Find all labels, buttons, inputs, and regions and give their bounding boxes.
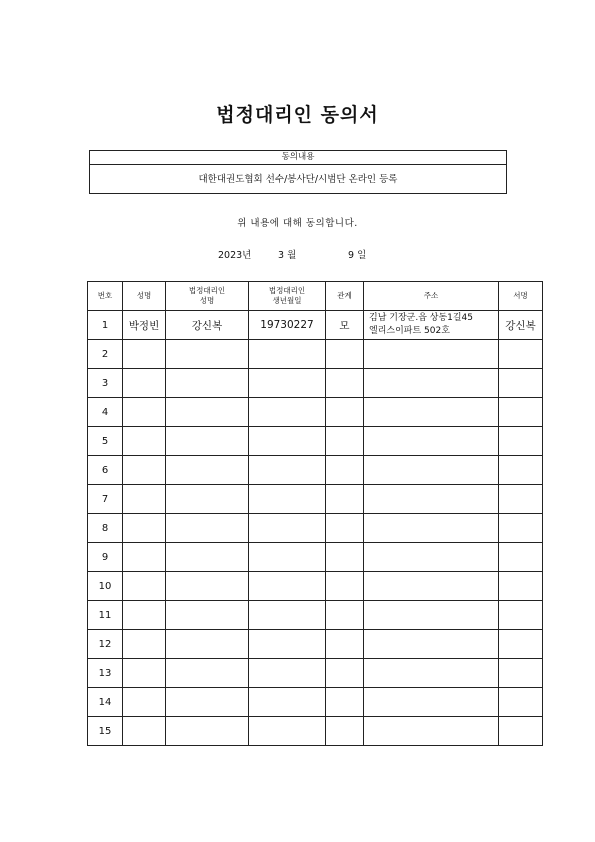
row-guardian-name (166, 427, 249, 456)
row-relation (326, 601, 364, 630)
row-relation (326, 340, 364, 369)
row-name (123, 688, 166, 717)
row-guardian-name (166, 514, 249, 543)
header-relation: 관계 (326, 282, 364, 311)
row-relation (326, 456, 364, 485)
consent-body: 대한대권도협회 선수/봉사단/시범단 온라인 등록 (198, 174, 398, 185)
row-name (123, 369, 166, 398)
header-address: 주소 (364, 282, 499, 311)
row-guardian-birth (249, 427, 326, 456)
row-name (123, 485, 166, 514)
row-number: 12 (88, 630, 123, 659)
row-signature (499, 340, 543, 369)
header-signature: 서명 (499, 282, 543, 311)
row-signature (499, 369, 543, 398)
row-address (364, 688, 499, 717)
row-relation (326, 717, 364, 746)
row-address (364, 311, 499, 340)
row-signature (499, 543, 543, 572)
row-number: 11 (88, 601, 123, 630)
table-row (88, 398, 543, 427)
row-address (364, 630, 499, 659)
row-relation (326, 572, 364, 601)
agree-statement: 위 내용에 대해 동의합니다. (237, 218, 358, 229)
row-guardian-birth (249, 630, 326, 659)
row-name (123, 630, 166, 659)
row-guardian-name (166, 717, 249, 746)
row-relation (326, 514, 364, 543)
row-address (364, 340, 499, 369)
row-address (364, 717, 499, 746)
row-guardian-birth (249, 717, 326, 746)
row-address (364, 514, 499, 543)
row-signature (499, 717, 543, 746)
row-address (364, 456, 499, 485)
row-guardian-name (166, 340, 249, 369)
row-guardian-birth (249, 340, 326, 369)
row-number: 7 (88, 485, 123, 514)
table-row (88, 659, 543, 688)
table-row (88, 572, 543, 601)
document-title: 법정대리인 동의서 (216, 104, 379, 126)
row-guardian-name (166, 572, 249, 601)
address-line-1: 김남 기장군.읍 상동1길45 (369, 313, 474, 323)
row-address (364, 572, 499, 601)
row-guardian-birth (249, 398, 326, 427)
row-name: 박정빈 (123, 311, 166, 340)
row-name (123, 659, 166, 688)
row-guardian-birth (249, 369, 326, 398)
row-name (123, 601, 166, 630)
row-number: 9 (88, 543, 123, 572)
row-signature (499, 572, 543, 601)
row-number: 1 (88, 311, 123, 340)
row-guardian-name (166, 630, 249, 659)
row-relation (326, 543, 364, 572)
row-guardian-name: 강신복 (166, 311, 249, 340)
table-row (88, 630, 543, 659)
row-name (123, 427, 166, 456)
header-name: 성명 (123, 282, 166, 311)
row-address (364, 369, 499, 398)
row-relation (326, 369, 364, 398)
consent-table (87, 281, 543, 746)
row-guardian-birth (249, 659, 326, 688)
row-signature (499, 514, 543, 543)
consent-box (89, 150, 507, 194)
row-number: 15 (88, 717, 123, 746)
row-number: 14 (88, 688, 123, 717)
row-address (364, 543, 499, 572)
row-number: 6 (88, 456, 123, 485)
row-signature (499, 398, 543, 427)
row-name (123, 514, 166, 543)
row-guardian-birth (249, 601, 326, 630)
row-number: 5 (88, 427, 123, 456)
row-relation (326, 659, 364, 688)
table-row (88, 427, 543, 456)
row-address (364, 398, 499, 427)
row-signature: 강신복 (499, 311, 543, 340)
row-name (123, 543, 166, 572)
table-row (88, 340, 543, 369)
address-line-2: 엘리스이파트 502호 (369, 326, 450, 336)
row-guardian-name (166, 601, 249, 630)
header-guardian-name: 법정대리인 성명 (166, 282, 249, 311)
row-number: 10 (88, 572, 123, 601)
row-name (123, 340, 166, 369)
row-guardian-birth (249, 543, 326, 572)
row-number: 4 (88, 398, 123, 427)
row-guardian-name (166, 369, 249, 398)
table-row (88, 456, 543, 485)
table-row (88, 514, 543, 543)
row-signature (499, 688, 543, 717)
table-header-row (88, 282, 543, 311)
row-guardian-birth (249, 485, 326, 514)
row-name (123, 398, 166, 427)
row-guardian-birth (249, 688, 326, 717)
consent-header: 동의내용 (90, 151, 506, 165)
row-address (364, 485, 499, 514)
table-row (88, 543, 543, 572)
row-guardian-name (166, 688, 249, 717)
row-relation (326, 398, 364, 427)
row-address (364, 659, 499, 688)
row-relation (326, 630, 364, 659)
header-guardian-birth: 법정대리인 생년월일 (249, 282, 326, 311)
row-relation: 모 (326, 311, 364, 340)
row-relation (326, 485, 364, 514)
row-number: 8 (88, 514, 123, 543)
row-guardian-birth: 19730227 (249, 311, 326, 340)
row-signature (499, 601, 543, 630)
row-name (123, 572, 166, 601)
row-guardian-birth (249, 514, 326, 543)
row-signature (499, 630, 543, 659)
row-guardian-birth (249, 456, 326, 485)
row-number: 13 (88, 659, 123, 688)
date-year: 2023년 (218, 250, 252, 261)
row-number: 3 (88, 369, 123, 398)
row-name (123, 717, 166, 746)
header-no: 번호 (88, 282, 123, 311)
row-signature (499, 456, 543, 485)
row-signature (499, 427, 543, 456)
table-row (88, 688, 543, 717)
row-relation (326, 427, 364, 456)
row-name (123, 456, 166, 485)
date-day: 9 일 (348, 250, 367, 261)
date-month: 3 월 (278, 250, 297, 261)
row-address (364, 601, 499, 630)
row-guardian-name (166, 398, 249, 427)
row-number: 2 (88, 340, 123, 369)
row-signature (499, 485, 543, 514)
row-address (364, 427, 499, 456)
table-row (88, 601, 543, 630)
row-relation (326, 688, 364, 717)
row-guardian-name (166, 485, 249, 514)
table-row (88, 717, 543, 746)
row-signature (499, 659, 543, 688)
row-guardian-name (166, 456, 249, 485)
row-guardian-name (166, 543, 249, 572)
table-row (88, 311, 543, 340)
table-row (88, 485, 543, 514)
row-guardian-name (166, 659, 249, 688)
row-guardian-birth (249, 572, 326, 601)
table-row (88, 369, 543, 398)
